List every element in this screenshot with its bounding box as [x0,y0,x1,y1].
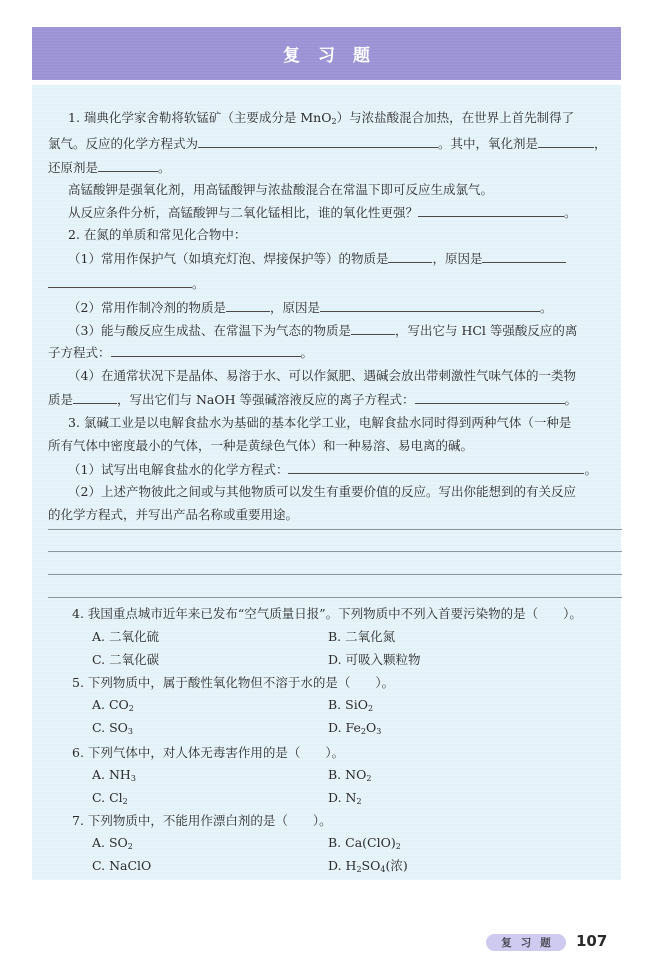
option-label: A. CO [92,697,129,712]
q6-option-a[interactable] [92,767,136,783]
section-title: 复习题 [283,46,388,66]
q2-p3-cont [48,344,313,361]
punct: 。 [564,392,578,407]
option-label: C. NaClO [92,858,152,873]
subscript: 3 [376,727,382,736]
q4-option-a[interactable]: A. 二氧化硫 [92,629,159,644]
q3-p1-equation-blank[interactable] [288,461,584,474]
q6-option-c[interactable] [92,790,128,806]
q2-p4-equation-prompt: ，写出它们与 NaOH 等强碱溶液反应的离子方程式： [117,392,415,407]
option-label: C. Cl [92,790,123,805]
option-label-tail: SO [361,858,381,873]
punct: 。 [584,462,597,477]
subscript: 2 [395,842,401,851]
q3-p2-line2: 的化学方程式，并写出产品名称或重要用途。 [48,507,299,522]
option-label: B. NO [328,767,367,782]
option-label-tail: O [366,720,377,735]
answer-line-2[interactable] [48,551,622,552]
q3-line2: 所有气体中密度最小的气体，一种是黄绿色气体）和一种易溶、易电离的碱。 [48,438,474,453]
subscript: 2 [356,797,362,806]
q2-intro: 2. 在氮的单质和常见化合物中： [68,227,247,242]
answer-line-3[interactable] [48,574,622,575]
q1-line1 [68,110,574,126]
q2-p4-substance-blank[interactable] [73,391,117,404]
option-label: C. SO [92,720,128,735]
subscript: 2 [128,704,134,713]
q3-line1: 3. 氯碱工业是以电解食盐水为基础的基本化学工业，电解食盐水同时得到两种气体（一种是 [68,415,572,430]
review-questions-box [32,85,621,880]
q1-equation-prompt: 氯气。反应的化学方程式为 [48,136,199,151]
q3-p1 [68,461,597,478]
option-label: D. H [328,858,357,873]
q6-stem: 6. 下列气体中，对人体无毒害作用的是（ ）。 [72,745,345,760]
subscript: 2 [356,865,362,874]
q4-option-b[interactable]: B. 二氧化氮 [328,629,396,644]
option-label: B. Ca(ClO) [328,835,396,850]
subscript: 3 [130,774,136,783]
q6-option-d[interactable] [328,790,362,806]
q7-option-a[interactable] [92,835,133,851]
q2-p2-prompt: （2）常用作制冷剂的物质是 [68,300,226,315]
q1-line3 [48,159,171,176]
q2-p2-substance-blank[interactable] [226,299,270,312]
q6-option-b[interactable] [328,767,371,783]
q2-p2-reason-blank[interactable] [320,299,540,312]
subscript: 3 [127,727,133,736]
subscript: 4 [380,865,386,874]
q4-option-d[interactable]: D. 可吸入颗粒物 [328,652,421,667]
q2-p1 [68,250,566,267]
q5-stem: 5. 下列物质中，属于酸性氧化物但不溶于水的是（ ）。 [72,675,395,690]
q7-option-d[interactable] [328,858,408,874]
punct: ， [594,136,607,151]
option-label: A. SO [92,835,128,850]
q1-equation-blank[interactable] [198,135,438,148]
option-label: B. SiO [328,697,368,712]
page-number: 107 [576,932,608,950]
q2-p4-equation-blank[interactable] [415,391,565,404]
q2-p4-line2 [48,391,577,408]
q1-subscript: 2 [331,117,337,126]
q2-p2-reason-prompt: ，原因是 [269,300,320,315]
q2-p1-cont [48,275,205,292]
subscript: 2 [367,704,374,713]
q1-compare-prompt: 从反应条件分析，高锰酸钾与二氧化锰相比，谁的氧化性更强？ [68,205,419,220]
answer-line-1[interactable] [48,529,622,530]
q2-p3-equation-blank[interactable] [111,344,301,357]
punct: 。 [300,345,314,360]
q2-p3-equation-prompt: ，写出它与 HCl 等强酸反应的离 [394,323,578,338]
q2-p3-equation-label: 子方程式： [48,345,111,360]
q2-p1-substance-blank[interactable] [388,250,432,263]
q2-p1-prompt: （1）常用作保护气（如填充灯泡、焊接保护等）的物质是 [68,251,389,266]
q2-p3-prompt: （3）能与酸反应生成盐、在常温下为气态的物质是 [68,323,351,338]
footer-section-text: 复习题 [501,937,560,949]
q3-p2-line1: （2）上述产物彼此之间或与其他物质可以发生有重要价值的反应。写出你能想到的有关反应 [68,484,576,499]
q2-p3-substance-blank[interactable] [351,322,395,335]
q7-option-c[interactable] [92,858,151,874]
q1-line5 [68,204,577,221]
q4-option-c[interactable]: C. 二氧化碳 [92,652,160,667]
q1-line2 [48,135,607,152]
q2-p2 [68,299,553,316]
q2-p1-reason-prompt: ，原因是 [432,251,483,266]
option-label: A. NH [92,767,131,782]
q1-compare-blank[interactable] [418,204,564,217]
q1-text: 1. 瑞典化学家舍勒将软锰矿（主要成分是 MnO [68,110,332,125]
punct: 。 [539,300,553,315]
option-label-tail: (浓) [385,858,408,873]
q1-text-end: ）与浓盐酸混合加热，在世界上首先制得了 [336,110,575,125]
punct: 。 [192,276,205,291]
subscript: 2 [122,797,128,806]
q1-oxidant-prompt: 。其中，氧化剂是 [438,136,539,151]
q7-stem: 7. 下列物质中，不能用作漂白剂的是（ ）。 [72,813,332,828]
q2-p1-reason-blank[interactable] [482,250,566,263]
q5-option-b[interactable] [328,697,373,713]
q4-stem: 4. 我国重点城市近年来已发布“空气质量日报”。下列物质中不列入首要污染物的是（ ）。 [72,606,582,621]
q7-option-b[interactable] [328,835,401,851]
section-header-band [32,27,621,80]
punct: 。 [158,160,171,175]
answer-line-4[interactable] [48,597,622,598]
q3-p1-prompt: （1）试写出电解食盐水的化学方程式： [68,462,289,477]
q2-p4-line1: （4）在通常状况下是晶体、易溶于水、可以作氮肥、遇碱会放出带刺激性气味气体的一类物 [68,368,576,383]
option-label: D. N [328,790,357,805]
q1-line4: 高锰酸钾是强氧化剂，用高锰酸钾与浓盐酸混合在常温下即可反应生成氯气。 [68,182,494,197]
q2-p1-reason-blank-cont[interactable] [48,275,192,288]
q2-p4-prompt: 质是 [48,392,74,407]
subscript: 2 [360,727,367,736]
q5-option-d[interactable] [328,720,381,736]
q1-reductant-prompt: 还原剂是 [48,160,99,175]
option-label: D. Fe [328,720,361,735]
q1-oxidant-blank[interactable] [538,135,594,148]
q5-option-c[interactable] [92,720,133,736]
q1-reductant-blank[interactable] [98,159,158,172]
subscript: 2 [366,774,372,783]
q2-p3 [68,322,577,339]
footer-section-label [486,934,566,951]
punct: 。 [564,205,577,220]
q5-option-a[interactable] [92,697,134,713]
subscript: 2 [127,842,133,851]
